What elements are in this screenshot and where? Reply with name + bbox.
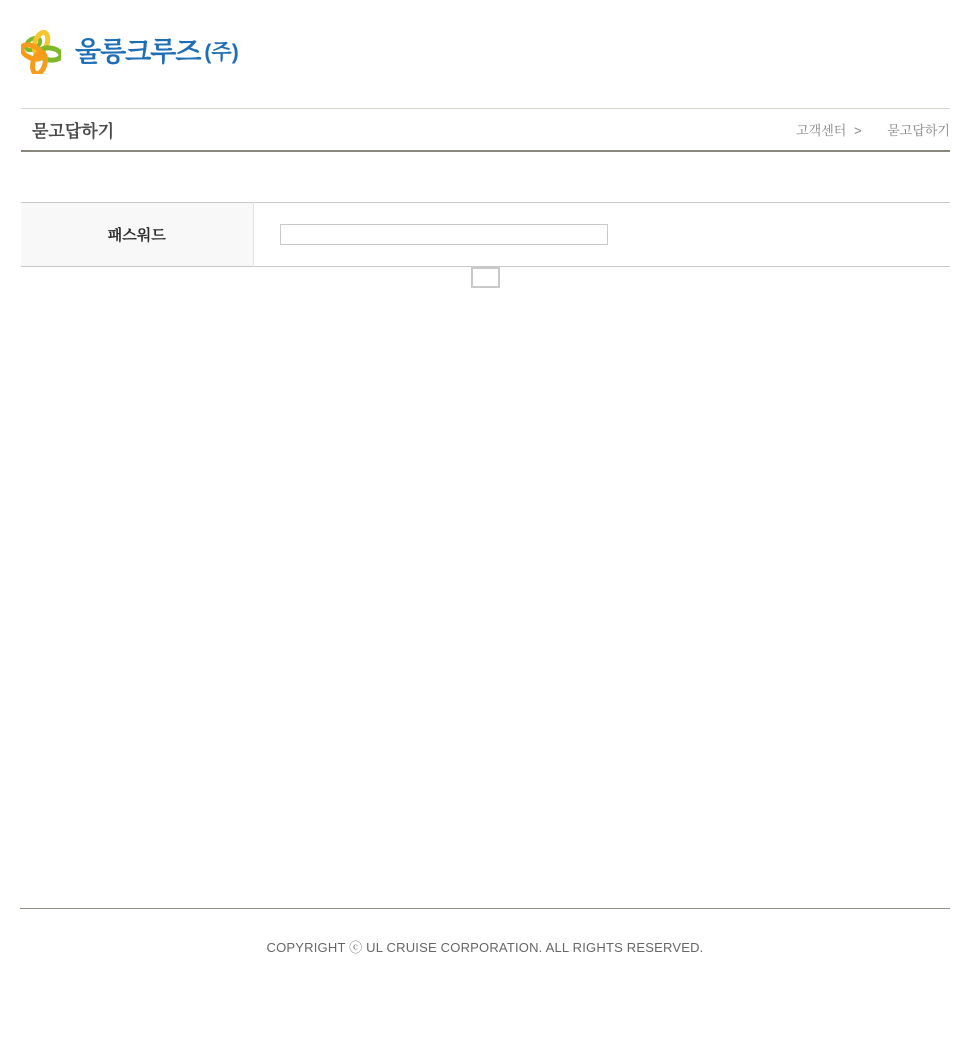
password-form-table	[21, 202, 950, 267]
password-label: 패스워드	[21, 203, 253, 267]
breadcrumb-parent-link[interactable]: 고객센터	[796, 123, 847, 138]
titlebar	[21, 108, 950, 152]
submit-button[interactable]	[471, 267, 500, 288]
table-row	[21, 203, 950, 267]
breadcrumb-separator: >	[853, 123, 862, 138]
logo-company-name: 울릉크루즈	[75, 36, 201, 67]
password-input[interactable]	[280, 224, 608, 245]
main-content	[21, 202, 950, 908]
page-title: 묻고답하기	[32, 122, 115, 141]
flower-pinwheel-icon	[21, 30, 61, 74]
logo-company-suffix: (주)	[204, 40, 239, 64]
breadcrumb-current: 묻고답하기	[887, 123, 950, 138]
copyright-text: COPYRIGHT ⓒ UL CRUISE CORPORATION. ALL RIGHTS RESERVED.	[266, 940, 704, 955]
site-footer	[0, 908, 970, 956]
logo[interactable]	[21, 30, 239, 74]
site-header	[21, 0, 950, 108]
password-cell	[253, 203, 950, 267]
submit-row	[21, 267, 950, 288]
empty-area	[21, 288, 950, 908]
breadcrumb	[796, 120, 950, 139]
